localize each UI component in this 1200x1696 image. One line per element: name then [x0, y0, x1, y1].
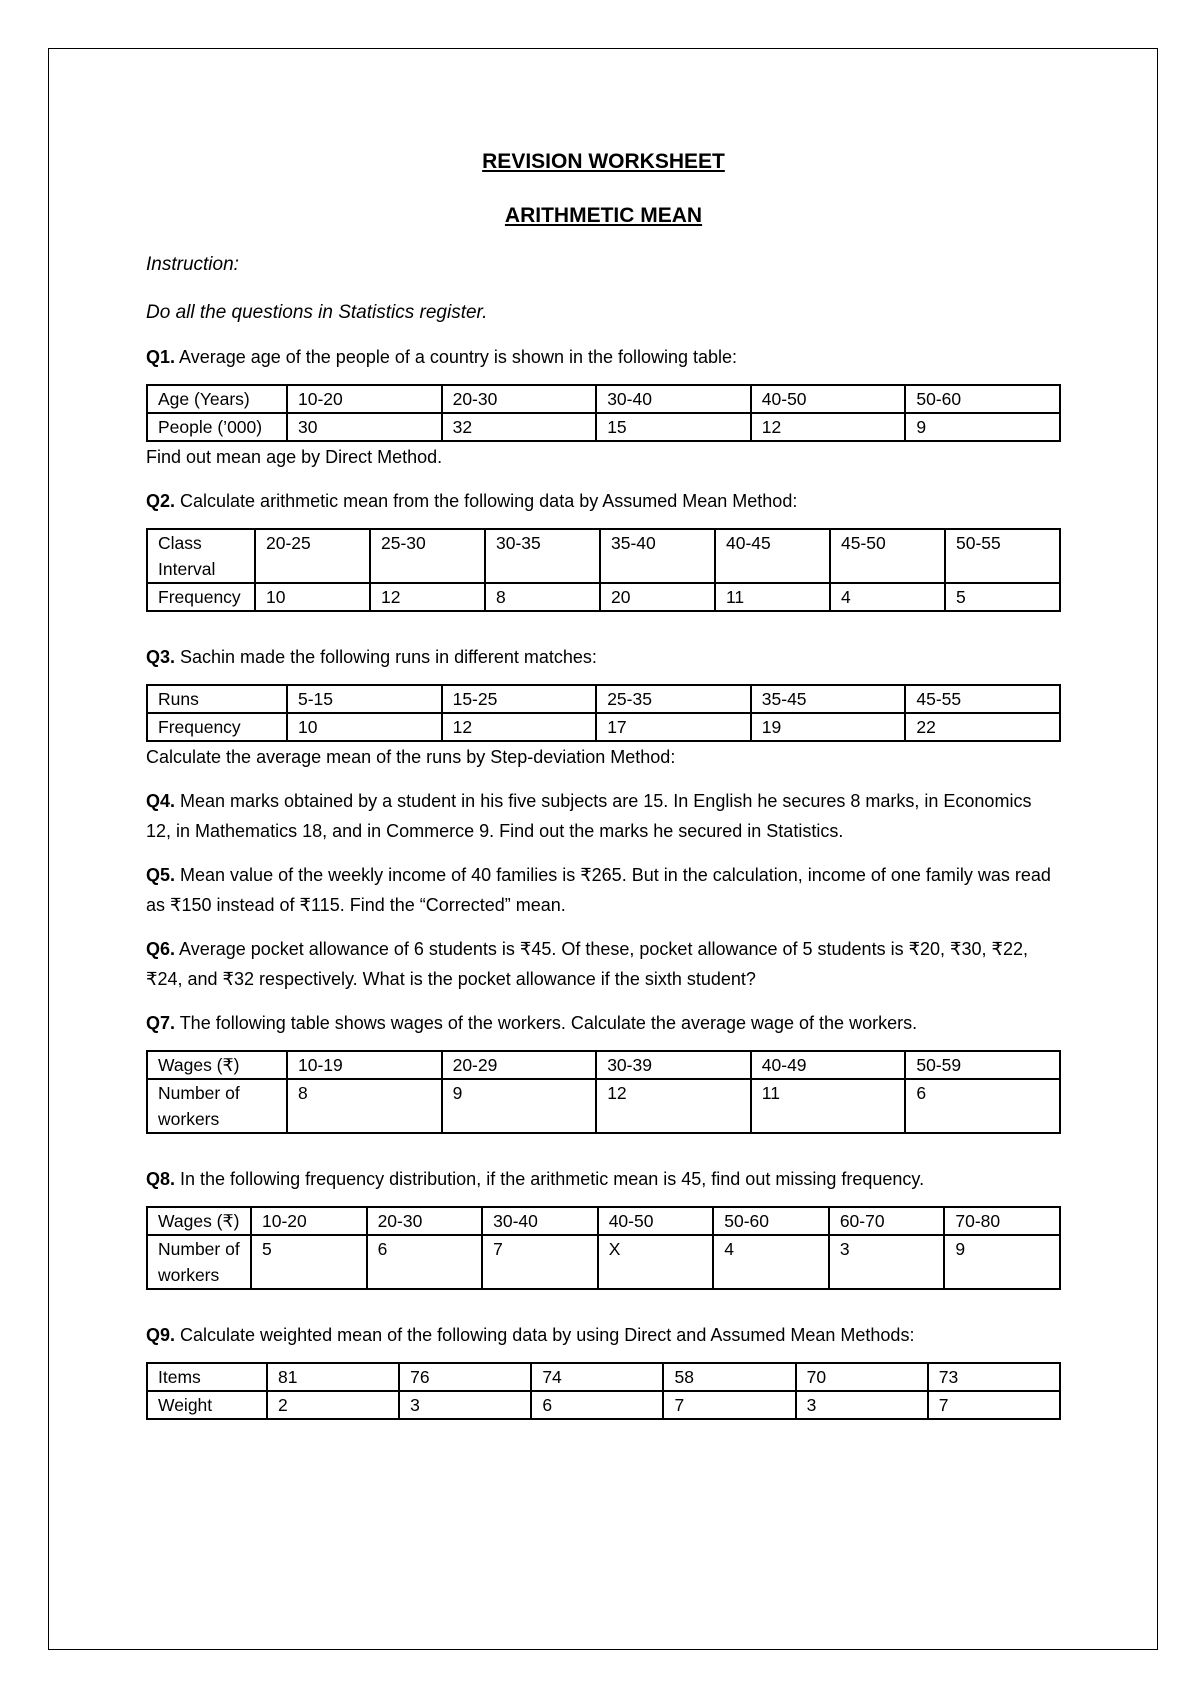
table-cell: 60-70: [829, 1207, 945, 1235]
table-cell: 73: [928, 1363, 1060, 1391]
q3-instruction: Calculate the average mean of the runs by Step-deviation Method:: [146, 747, 676, 767]
table-cell: 15: [596, 413, 751, 441]
row-header-cell: Wages (₹): [147, 1207, 251, 1235]
question-number: Q2.: [146, 491, 176, 511]
table-cell: 70-80: [944, 1207, 1060, 1235]
table-cell: 2: [267, 1391, 399, 1419]
worksheet-subtitle: ARITHMETIC MEAN: [504, 204, 703, 227]
table-cell: 5-15: [287, 685, 442, 713]
question-number: Q7.: [146, 1013, 176, 1033]
question-number: Q5.: [146, 865, 176, 885]
question-text: In the following frequency distribution, if the arithmetic mean is 45, find out missing frequency.: [175, 1169, 925, 1189]
question-text: Sachin made the following runs in different matches:: [175, 647, 597, 667]
table-cell: X: [598, 1235, 714, 1289]
q1-instruction: Find out mean age by Direct Method.: [146, 447, 443, 467]
table-cell: 70: [796, 1363, 928, 1391]
table-cell: 3: [796, 1391, 928, 1419]
question-text: Calculate arithmetic mean from the following data by Assumed Mean Method:: [175, 491, 798, 511]
table-cell: 30-40: [596, 385, 751, 413]
table-cell: 6: [531, 1391, 663, 1419]
table-row: [147, 1079, 1060, 1133]
table-cell: 10: [287, 713, 442, 741]
table-cell: 4: [713, 1235, 829, 1289]
table-cell: 11: [751, 1079, 906, 1133]
table-cell: 45-55: [905, 685, 1060, 713]
row-header-cell: Weight: [147, 1391, 267, 1419]
question-text: Mean value of the weekly income of 40 families is ₹265. But in the calculation, income of one family was read as ₹150 instead of ₹115. Find the “Corrected” mean.: [146, 865, 1051, 915]
table-cell: 6: [905, 1079, 1060, 1133]
row-header-cell: Age (Years): [147, 385, 287, 413]
question-text: Average age of the people of a country is shown in the following table:: [175, 347, 738, 367]
worksheet-title: REVISION WORKSHEET: [482, 150, 725, 173]
table-cell: 40-50: [598, 1207, 714, 1235]
table-cell: 19: [751, 713, 906, 741]
table-cell: 11: [715, 583, 830, 611]
table-cell: 20: [600, 583, 715, 611]
table-cell: 12: [370, 583, 485, 611]
table-row: [147, 1363, 1060, 1391]
table-cell: 15-25: [442, 685, 597, 713]
row-header-cell: Frequency: [147, 583, 255, 611]
table-cell: 20-30: [367, 1207, 483, 1235]
table-row: [147, 413, 1060, 441]
table-cell: 10-20: [287, 385, 442, 413]
question-number: Q6.: [146, 939, 176, 959]
table-row: [147, 713, 1060, 741]
table-cell: 35-40: [600, 529, 715, 583]
table-cell: 7: [663, 1391, 795, 1419]
table-cell: 20-29: [442, 1051, 597, 1079]
table-row: [147, 1051, 1060, 1079]
question-number: Q3.: [146, 647, 176, 667]
table-cell: 4: [830, 583, 945, 611]
table-cell: 35-45: [751, 685, 906, 713]
row-header-cell: Runs: [147, 685, 287, 713]
table-cell: 5: [251, 1235, 367, 1289]
question-8: [146, 1164, 1061, 1194]
q1-table: [146, 384, 1061, 442]
table-cell: 3: [829, 1235, 945, 1289]
table-cell: 50-60: [713, 1207, 829, 1235]
table-cell: 8: [287, 1079, 442, 1133]
table-row: [147, 529, 1060, 583]
table-cell: 74: [531, 1363, 663, 1391]
question-number: Q8.: [146, 1169, 176, 1189]
question-3: [146, 642, 1061, 672]
table-cell: 12: [442, 713, 597, 741]
table-cell: 50-60: [905, 385, 1060, 413]
q7-table: [146, 1050, 1061, 1134]
question-5: [146, 860, 1061, 920]
table-cell: 76: [399, 1363, 531, 1391]
table-cell: 30: [287, 413, 442, 441]
q8-table: [146, 1206, 1061, 1290]
table-row: [147, 1391, 1060, 1419]
table-cell: 5: [945, 583, 1060, 611]
table-cell: 30-39: [596, 1051, 751, 1079]
question-number: Q1.: [146, 347, 176, 367]
question-text: The following table shows wages of the workers. Calculate the average wage of the workers.: [175, 1013, 918, 1033]
table-cell: 9: [442, 1079, 597, 1133]
table-cell: 12: [751, 413, 906, 441]
table-cell: 10: [255, 583, 370, 611]
question-1: [146, 342, 1061, 372]
question-number: Q9.: [146, 1325, 176, 1345]
table-cell: 30-35: [485, 529, 600, 583]
q2-table: [146, 528, 1061, 612]
question-4: [146, 786, 1061, 846]
table-cell: 22: [905, 713, 1060, 741]
row-header-cell: Class Interval: [147, 529, 255, 583]
q3-table: [146, 684, 1061, 742]
question-7: [146, 1008, 1061, 1038]
row-header-cell: Frequency: [147, 713, 287, 741]
question-text: Average pocket allowance of 6 students is ₹45. Of these, pocket allowance of 5 students is ₹20, ₹30, ₹22, ₹24, and ₹32 respectively. What is the pocket allowance if the sixth student?: [146, 939, 1028, 989]
q9-table: [146, 1362, 1061, 1420]
table-cell: 25-35: [596, 685, 751, 713]
table-cell: 9: [944, 1235, 1060, 1289]
table-cell: 7: [928, 1391, 1060, 1419]
question-9: [146, 1320, 1061, 1350]
table-cell: 20-25: [255, 529, 370, 583]
table-cell: 58: [663, 1363, 795, 1391]
table-cell: 20-30: [442, 385, 597, 413]
row-header-cell: People (’000): [147, 413, 287, 441]
row-header-cell: Wages (₹): [147, 1051, 287, 1079]
table-cell: 6: [367, 1235, 483, 1289]
table-cell: 45-50: [830, 529, 945, 583]
question-number: Q4.: [146, 791, 176, 811]
instruction-text: Do all the questions in Statistics register.: [146, 302, 488, 323]
table-cell: 50-59: [905, 1051, 1060, 1079]
table-cell: 3: [399, 1391, 531, 1419]
question-text: Mean marks obtained by a student in his five subjects are 15. In English he secures 8 marks, in Economics 12, in Mathematics 18, and in Commerce 9. Find out the marks he secured in Statistics.: [146, 791, 1032, 841]
table-cell: 25-30: [370, 529, 485, 583]
row-header-cell: Number of workers: [147, 1079, 287, 1133]
question-text: Calculate weighted mean of the following data by using Direct and Assumed Mean Methods:: [175, 1325, 915, 1345]
table-cell: 7: [482, 1235, 598, 1289]
instruction-label: Instruction:: [146, 254, 239, 275]
worksheet-content: [146, 148, 1061, 1420]
table-cell: 32: [442, 413, 597, 441]
table-row: [147, 583, 1060, 611]
table-cell: 81: [267, 1363, 399, 1391]
table-cell: 50-55: [945, 529, 1060, 583]
question-2: [146, 486, 1061, 516]
table-cell: 8: [485, 583, 600, 611]
table-cell: 40-50: [751, 385, 906, 413]
table-cell: 12: [596, 1079, 751, 1133]
table-cell: 17: [596, 713, 751, 741]
table-cell: 40-45: [715, 529, 830, 583]
table-row: [147, 1207, 1060, 1235]
row-header-cell: Items: [147, 1363, 267, 1391]
table-cell: 30-40: [482, 1207, 598, 1235]
table-row: [147, 385, 1060, 413]
table-cell: 40-49: [751, 1051, 906, 1079]
question-6: [146, 934, 1061, 994]
row-header-cell: Number of workers: [147, 1235, 251, 1289]
table-cell: 10-19: [287, 1051, 442, 1079]
table-row: [147, 1235, 1060, 1289]
table-row: [147, 685, 1060, 713]
table-cell: 9: [905, 413, 1060, 441]
table-cell: 10-20: [251, 1207, 367, 1235]
